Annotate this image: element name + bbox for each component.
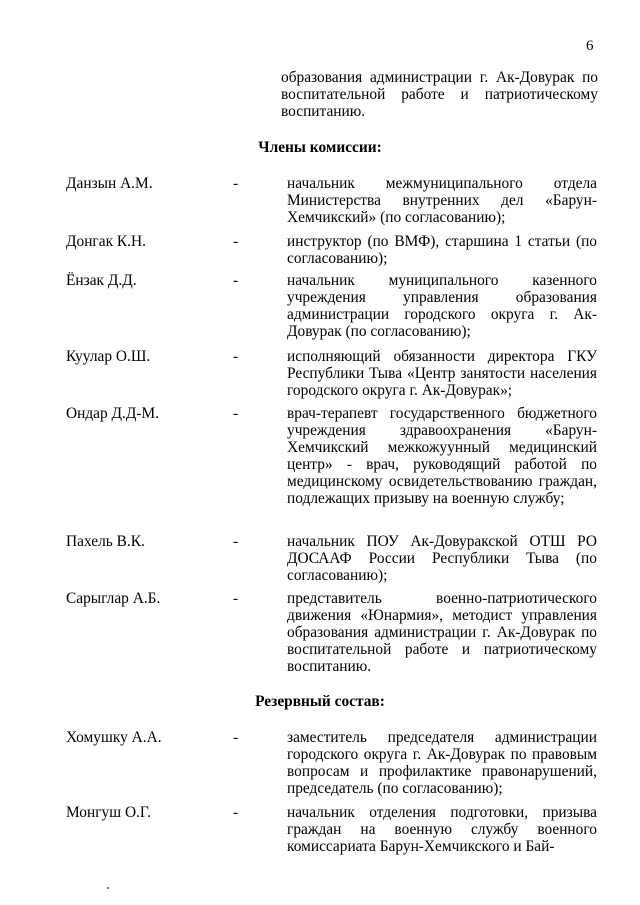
dash: - (233, 405, 239, 422)
member-description: врач-терапевт государственного бюджетного учреждения здравоохранения «Барун-Хемчикский межкожуунный медицинский центр» - врач, руководящий работой по медицинскому освидетельствованию граждан, подлежащих призыву на военную службу; (287, 405, 597, 507)
member-name: Пахель В.К. (66, 533, 145, 550)
member-name: Донгак К.Н. (66, 233, 146, 250)
reserve-name: Монгуш О.Г. (66, 804, 151, 821)
reserve-name: Хомушку А.А. (66, 729, 162, 746)
member-name: Ёнзак Д.Д. (66, 272, 137, 289)
dash: - (233, 590, 239, 607)
member-description: инструктор (по ВМФ), старшина 1 статьи (по согласованию); (287, 233, 597, 267)
member-description: исполняющий обязанности директора ГКУ Республики Тыва «Центр занятости населения городского округа г. Ак-Довурак»; (287, 348, 597, 399)
page-number: 6 (586, 38, 594, 54)
scan-speck (107, 887, 109, 889)
reserve-description: начальник отделения подготовки, призыва граждан на военную службу военного комиссариата Барун-Хемчикского и Бай- (287, 804, 597, 855)
member-name: Ондар Д.Д-М. (66, 405, 160, 422)
member-name: Сарыглар А.Б. (66, 590, 161, 607)
dash: - (233, 348, 239, 365)
member-description: начальник муниципального казенного учреждения управления образования администрации городского округа г. Ак-Довурак (по согласованию); (287, 272, 597, 340)
continuation-text: образования администрации г. Ак-Довурак по воспитательной работе и патриотическому воспитанию. (281, 69, 598, 120)
member-name: Куулар О.Ш. (66, 348, 151, 365)
member-name: Данзын А.М. (66, 175, 153, 192)
member-description: начальник ПОУ Ак-Довуракской ОТШ РО ДОСААФ России Республики Тыва (по согласованию); (287, 533, 597, 584)
member-description: представитель военно-патриотического движения «Юнармия», методист управления образования администрации г. Ак-Довурак по воспитательной работе и патриотическому воспитанию. (287, 590, 597, 675)
dash: - (233, 175, 239, 192)
member-description: начальник межмуниципального отдела Министерства внутренних дел «Барун-Хемчикский» (по согласованию); (287, 175, 597, 226)
members-heading: Члены комиссии: (258, 139, 382, 156)
dash: - (233, 272, 239, 289)
dash: - (233, 804, 239, 821)
reserve-heading: Резервный состав: (255, 693, 385, 710)
dash: - (233, 533, 239, 550)
dash: - (233, 233, 239, 250)
reserve-description: заместитель председателя администрации городского округа г. Ак-Довурак по правовым вопросам и профилактике правонарушений, председатель (по согласованию); (287, 729, 597, 797)
dash: - (233, 729, 239, 746)
